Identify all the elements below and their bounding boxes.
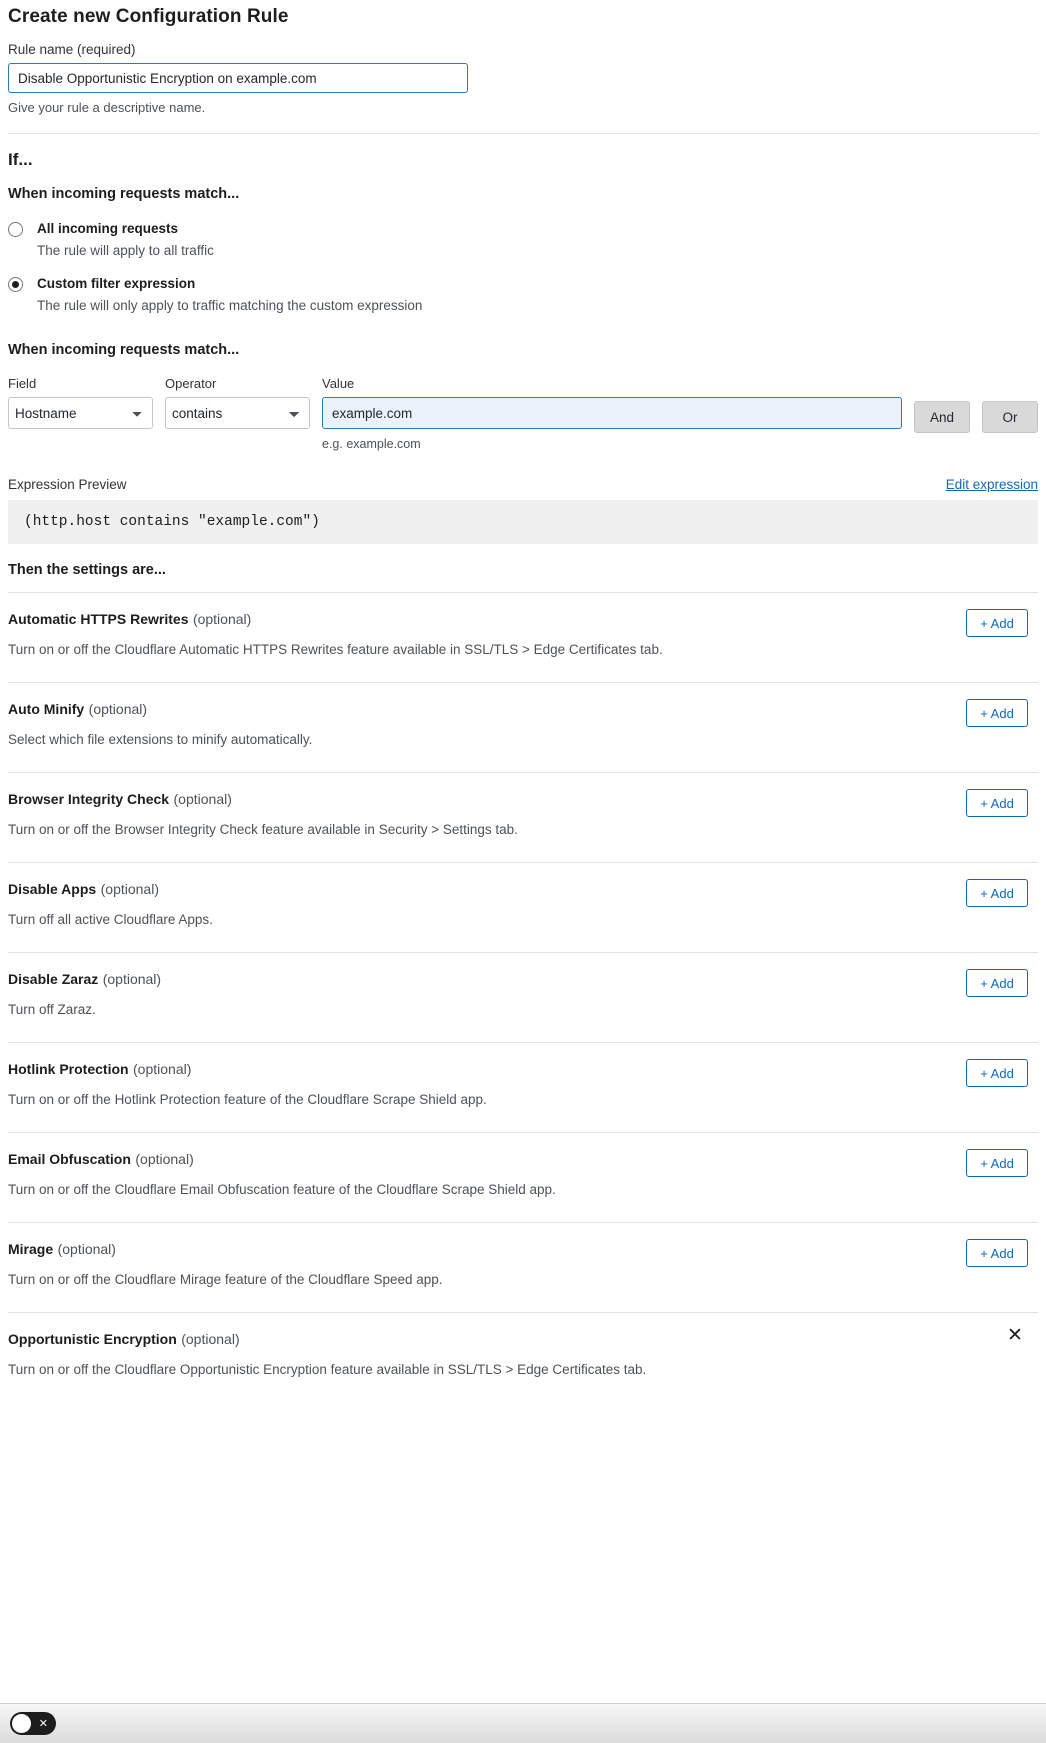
- setting-name: Hotlink Protection: [8, 1061, 129, 1078]
- add-setting-button[interactable]: + Add: [966, 879, 1028, 907]
- setting-description: Turn off Zaraz.: [8, 1002, 96, 1018]
- add-setting-button[interactable]: + Add: [966, 609, 1028, 637]
- radio-option-all-requests[interactable]: [8, 220, 1038, 259]
- toggle-state-glyph: ✕: [38, 1718, 48, 1730]
- opportunistic-encryption-toggle[interactable]: [10, 1712, 56, 1735]
- radio-all-requests-description: The rule will apply to all traffic: [37, 242, 214, 258]
- radio-custom-filter-control[interactable]: [8, 277, 23, 292]
- setting-row-auto-minify: [8, 682, 1038, 772]
- setting-description: Turn on or off the Cloudflare Automatic HTTPS Rewrites feature available in SSL/TLS > Edge Certificates tab.: [8, 642, 663, 658]
- and-button[interactable]: And: [914, 401, 970, 433]
- setting-optional: (optional): [102, 971, 162, 988]
- setting-title: [8, 971, 1038, 989]
- add-setting-button[interactable]: + Add: [966, 789, 1028, 817]
- radio-custom-filter-label: Custom filter expression: [37, 276, 196, 292]
- value-helper: e.g. example.com: [322, 437, 421, 452]
- setting-row-mirage: [8, 1222, 1038, 1312]
- setting-row-automatic-https-rewrites: [8, 592, 1038, 682]
- radio-option-custom-filter[interactable]: [8, 275, 1038, 314]
- rule-name-input[interactable]: [8, 63, 468, 93]
- setting-title: [8, 881, 1038, 899]
- page-title: Create new Configuration Rule: [8, 6, 289, 27]
- setting-optional: (optional): [100, 881, 159, 898]
- radio-all-requests-label: All incoming requests: [37, 221, 179, 236]
- close-icon[interactable]: ✕: [1007, 1325, 1023, 1347]
- setting-name: Automatic HTTPS Rewrites: [8, 611, 189, 628]
- add-setting-button[interactable]: + Add: [966, 1059, 1028, 1087]
- operator-label: Operator: [165, 376, 217, 392]
- setting-description: Turn on or off the Cloudflare Opportunistic Encryption feature available in SSL/TLS > Edge Certificates tab.: [8, 1362, 647, 1378]
- setting-title: [8, 1061, 1038, 1079]
- field-select[interactable]: [8, 397, 153, 429]
- setting-row-hotlink-protection: [8, 1042, 1038, 1132]
- setting-name: Opportunistic Encryption: [8, 1331, 177, 1348]
- or-button[interactable]: Or: [982, 401, 1038, 433]
- rule-name-label: Rule name (required): [8, 42, 136, 57]
- setting-row-disable-zaraz: [8, 952, 1038, 1042]
- setting-description: Select which file extensions to minify automatically.: [8, 732, 313, 748]
- match-heading: When incoming requests match...: [8, 186, 240, 202]
- expression-builder-row: [8, 376, 1038, 451]
- add-setting-button[interactable]: + Add: [966, 699, 1028, 727]
- setting-title: [8, 701, 1038, 719]
- setting-name: Auto Minify: [8, 701, 85, 718]
- setting-description: Turn on or off the Browser Integrity Check feature available in Security > Settings tab.: [8, 822, 518, 838]
- field-label: Field: [8, 376, 37, 392]
- value-input[interactable]: [322, 397, 902, 429]
- setting-optional: (optional): [192, 611, 252, 628]
- radio-custom-filter-description: The rule will only apply to traffic matching the custom expression: [37, 297, 423, 313]
- setting-title: [8, 611, 1038, 629]
- configuration-rule-form: [0, 6, 1046, 1402]
- divider: [8, 133, 1038, 134]
- add-setting-button[interactable]: + Add: [966, 969, 1028, 997]
- setting-row-disable-apps: [8, 862, 1038, 952]
- setting-optional: (optional): [88, 701, 148, 718]
- rule-name-helper: Give your rule a descriptive name.: [8, 100, 206, 115]
- setting-name: Mirage: [8, 1241, 54, 1258]
- setting-title: [8, 791, 1038, 809]
- toggle-knob: [12, 1714, 31, 1733]
- if-section-title: If...: [8, 150, 33, 169]
- edit-expression-link[interactable]: Edit expression: [945, 477, 1038, 493]
- bottom-bar: [0, 1703, 1046, 1743]
- rule-name-group: [8, 42, 1038, 115]
- setting-description: Turn off all active Cloudflare Apps.: [8, 912, 213, 928]
- add-setting-button[interactable]: + Add: [966, 1149, 1028, 1177]
- setting-name: Email Obfuscation: [8, 1151, 131, 1168]
- setting-row-browser-integrity-check: [8, 772, 1038, 862]
- setting-name: Disable Apps: [8, 881, 97, 898]
- setting-title: [8, 1331, 1038, 1349]
- setting-name: Browser Integrity Check: [8, 791, 170, 808]
- radio-all-requests-control[interactable]: [8, 222, 23, 237]
- setting-optional: (optional): [181, 1331, 240, 1348]
- expression-builder-heading: When incoming requests match...: [8, 342, 240, 359]
- setting-optional: (optional): [133, 1061, 192, 1078]
- value-label: Value: [322, 376, 355, 392]
- setting-title: [8, 1241, 1038, 1259]
- setting-optional: (optional): [135, 1151, 194, 1168]
- setting-title: [8, 1151, 1038, 1169]
- expression-preview-box: (http.host contains "example.com"): [8, 500, 1038, 544]
- expression-preview-header: [8, 477, 1038, 492]
- setting-row-opportunistic-encryption: [8, 1312, 1038, 1402]
- setting-description: Turn on or off the Cloudflare Mirage feature of the Cloudflare Speed app.: [8, 1272, 443, 1288]
- setting-description: Turn on or off the Cloudflare Email Obfuscation feature of the Cloudflare Scrape Shield app.: [8, 1182, 556, 1198]
- setting-row-email-obfuscation: [8, 1132, 1038, 1222]
- operator-select[interactable]: [165, 397, 310, 429]
- then-section-title: Then the settings are...: [8, 562, 166, 579]
- setting-optional: (optional): [173, 791, 232, 808]
- expression-preview-label: Expression Preview: [8, 477, 127, 493]
- setting-name: Disable Zaraz: [8, 971, 99, 988]
- setting-description: Turn on or off the Hotlink Protection feature of the Cloudflare Scrape Shield app.: [8, 1092, 487, 1108]
- add-setting-button[interactable]: + Add: [966, 1239, 1028, 1267]
- setting-optional: (optional): [57, 1241, 116, 1258]
